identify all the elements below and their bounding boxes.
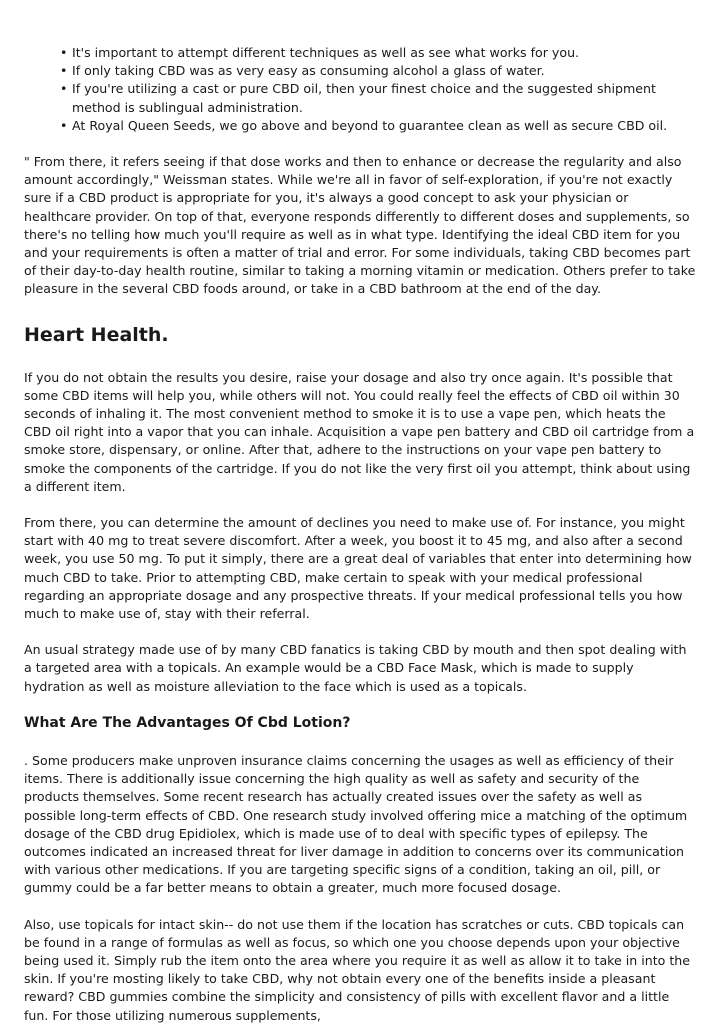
paragraph: From there, you can determine the amount of declines you need to make use of. For instance, you might start with 40 mg to treat severe discomfort. After a week, you boost it to 45 mg, and also after a second week, you use 50 mg. To put it simply, there are a great deal of variables that enter into determining how much CBD to take. Prior to attempting CBD, make certain to speak with your medical professional regarding an appropriate dosage and any prospective threats. If your medical professional tells you how much to make use of, stay with their referral. — [24, 515, 692, 622]
bullet-item: • It's important to attempt different techniques as well as see what works for you. — [72, 44, 696, 62]
paragraph: Also, use topicals for intact skin-- do not use them if the location has scratches or cuts. CBD topicals can be found in a range of formulas as well as focus, so which one you choose depends upon your objective being used it. Simply rub the item onto the area where you require it as well as allow it to take in into the skin. If you're mosting likely to take CBD, why not obtain every one of the benefits inside a pleasant reward? CBD gummies combine the simplicity and consistency of pills with excellent flavor and a little fun. For those utilizing numerous supplements, — [24, 916, 691, 1023]
paragraph: If you do not obtain the results you desire, raise your dosage and also try once again. It's possible that some CBD items will help you, while others will not. You could really feel the effects of CBD oil within 30 seconds of inhaling it. The most convenient method to smoke it is to use a vape pen, which heats the CBD oil right into a vapor that you can inhale. Acquisition a vape pen battery and CBD oil cartridge from a smoke store, dispensary, or online. After that, adhere to the instructions on your vape pen battery to smoke the components of the cartridge. If you do not like the very first oil you attempt, think about using a different item. — [24, 369, 695, 494]
paragraph: " From there, it refers seeing if that dose works and then to enhance or decrease the regularity and also amount accordingly," Weissman states. While we're all in favor of self-exploration, if you're not exactly sure if a CBD product is appropriate for you, it's always a good concept to ask your physician or healthcare provider. On top of that, everyone responds differently to different doses and supplements, so there's no telling how much you'll require as well as in what type. Identifying the ideal CBD item for you and your requirements is often a matter of trial and error. For some individuals, taking CBD becomes part of their day-to-day health routine, similar to taking a morning vitamin or medication. Others prefer to take pleasure in the several CBD foods around, or take in a CBD bathroom at the end of the day. — [24, 154, 696, 297]
subsection-heading: What Are The Advantages Of Cbd Lotion? — [24, 714, 351, 731]
bullet-list — [24, 44, 696, 135]
paragraph: An usual strategy made use of by many CBD fanatics is taking CBD by mouth and then spot dealing with a targeted area with a topicals. An example would be a CBD Face Mask, which is made to supply hydration as well as moisture alleviation to the face which is used as a topicals. — [24, 642, 687, 694]
bullet-item: • If you're utilizing a cast or pure CBD oil, then your finest choice and the suggested shipment method is sublingual administration. — [72, 80, 696, 116]
bullet-item: • If only taking CBD was as very easy as consuming alcohol a glass of water. — [72, 62, 696, 80]
bullet-item: • At Royal Queen Seeds, we go above and beyond to guarantee clean as well as secure CBD oil. — [72, 117, 696, 135]
paragraph: . Some producers make unproven insurance claims concerning the usages as well as efficiency of their items. There is additionally issue concerning the high quality as well as safety and security of the products themselves. Some recent research has actually created issues over the safety as well as possible long-term effects of CBD. One research study involved offering mice a matching of the optimum dosage of the CBD drug Epidiolex, which is made use of to deal with specific types of epilepsy. The outcomes indicated an increased threat for liver damage in addition to concerns over its communication with various other medications. If you are targeting specific signs of a condition, taking an oil, pill, or gummy could be a far better means to obtain a greater, much more focused dosage. — [24, 752, 688, 896]
section-heading: Heart Health. — [24, 323, 169, 346]
